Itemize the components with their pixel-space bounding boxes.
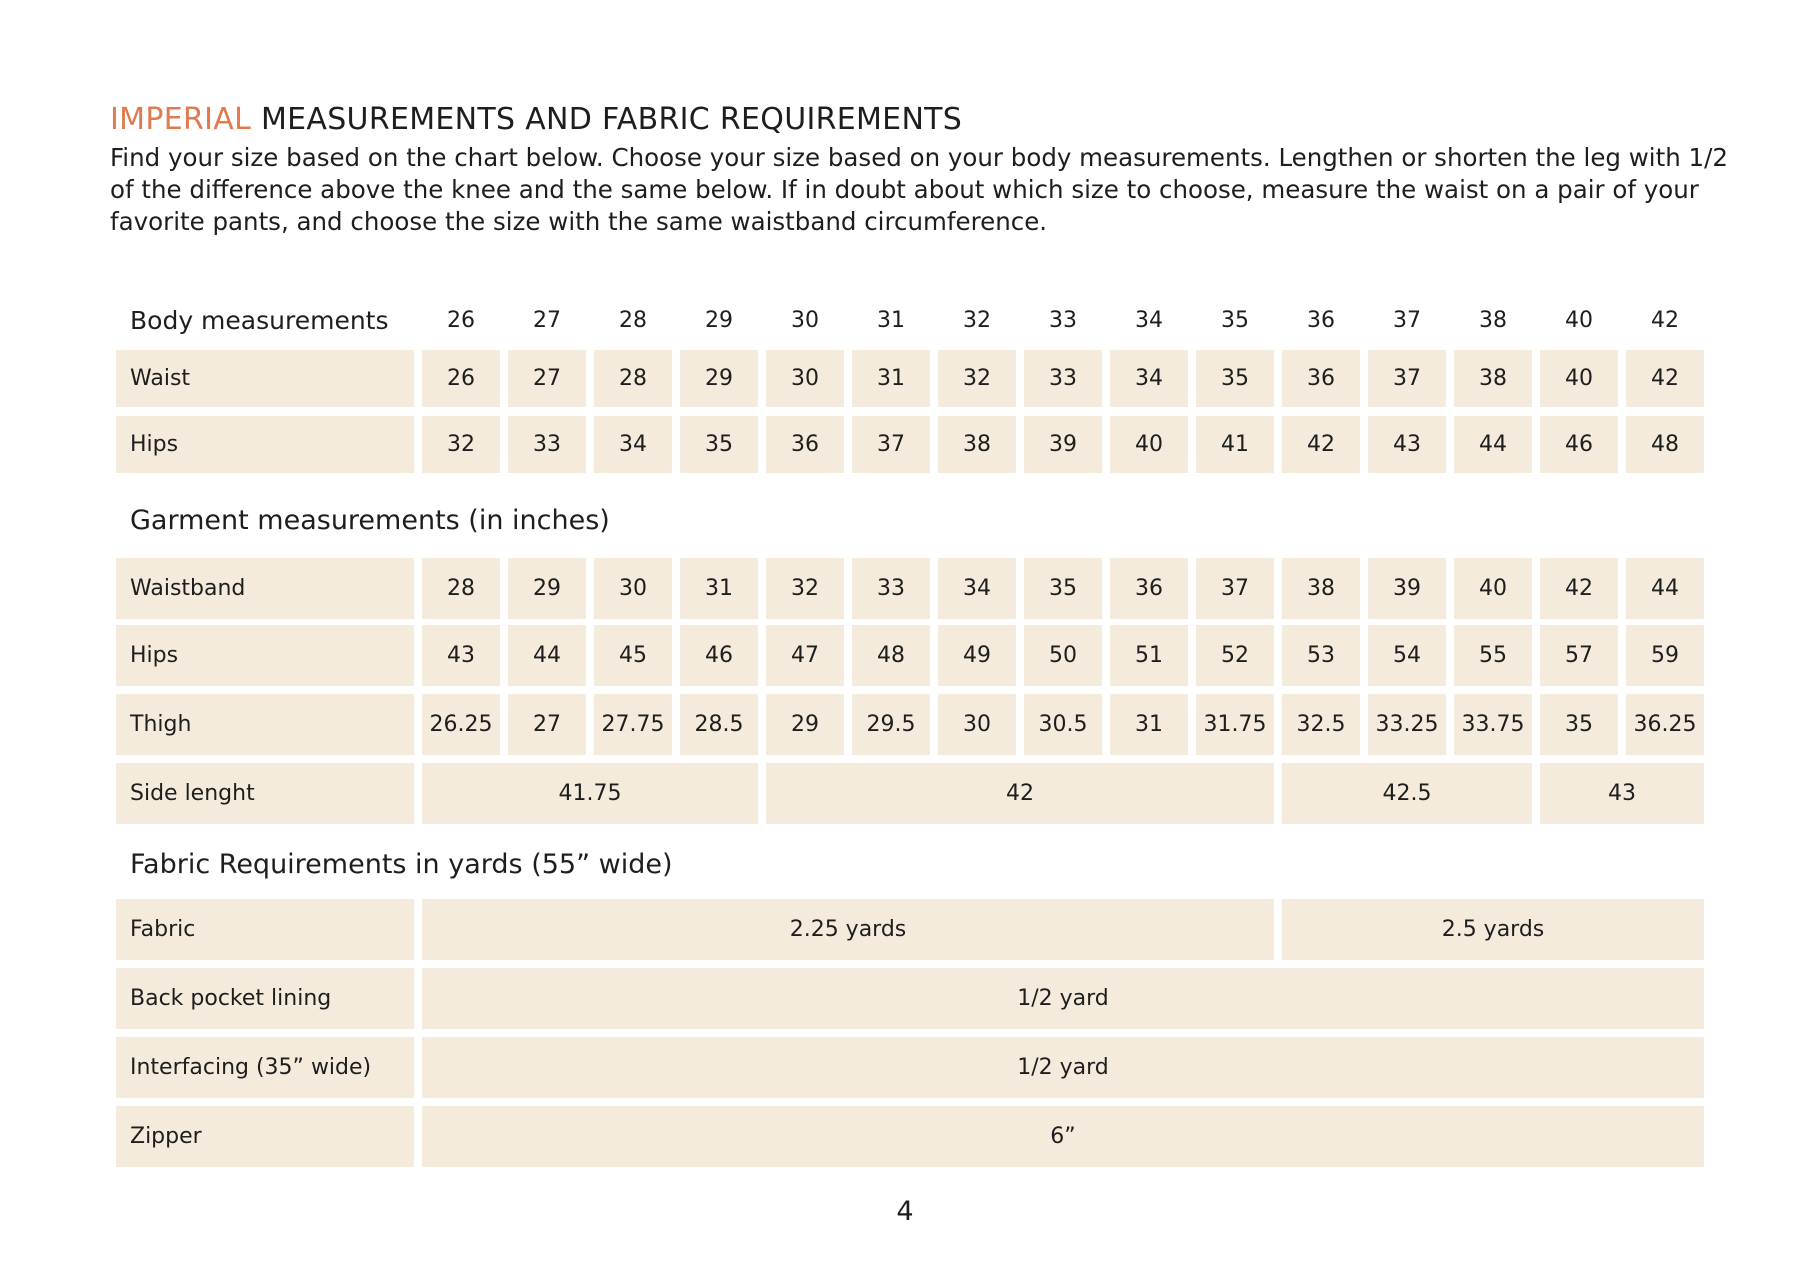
- size-header-cell: 35: [1221, 307, 1249, 333]
- value-cell: 33.75: [1454, 694, 1532, 755]
- value-cell: 26.25: [422, 694, 500, 755]
- value-cell: 42: [1282, 416, 1360, 473]
- merged-value-cell: 43: [1540, 763, 1704, 824]
- fabric-requirement-row: [116, 968, 1702, 1029]
- fabric-requirement-row: [116, 899, 1702, 960]
- merged-value-cell: 2.25 yards: [422, 899, 1274, 960]
- size-header-cell: 26: [447, 307, 475, 333]
- row-label: Zipper: [116, 1106, 414, 1167]
- value-cell: 32: [422, 416, 500, 473]
- value-cell: 51: [1110, 625, 1188, 686]
- body-measurement-row: [116, 416, 1702, 473]
- value-cell: 46: [1540, 416, 1618, 473]
- garment-section-heading: Garment measurements (in inches): [130, 505, 610, 536]
- garment-measurement-row: [116, 558, 1702, 619]
- value-cell: 50: [1024, 625, 1102, 686]
- page-title: [110, 102, 962, 137]
- value-cell: 43: [422, 625, 500, 686]
- merged-value-cell: 42: [766, 763, 1274, 824]
- merged-value-cell: 41.75: [422, 763, 758, 824]
- row-label: Body measurements: [130, 305, 389, 335]
- row-label: Hips: [116, 416, 414, 473]
- size-header-cell: 29: [705, 307, 733, 333]
- size-header-cell: 33: [1049, 307, 1077, 333]
- merged-value-cell: 1/2 yard: [422, 1037, 1704, 1098]
- fabric-requirement-row: [116, 1037, 1702, 1098]
- value-cell: 42: [1626, 350, 1704, 407]
- value-cell: 33.25: [1368, 694, 1446, 755]
- value-cell: 30: [594, 558, 672, 619]
- size-header-cell: 31: [877, 307, 905, 333]
- row-label: Back pocket lining: [116, 968, 414, 1029]
- value-cell: 39: [1368, 558, 1446, 619]
- value-cell: 38: [1454, 350, 1532, 407]
- sizes-header-row: [116, 302, 1702, 338]
- value-cell: 31: [680, 558, 758, 619]
- value-cell: 30: [938, 694, 1016, 755]
- value-cell: 34: [938, 558, 1016, 619]
- value-cell: 39: [1024, 416, 1102, 473]
- title-accent: IMPERIAL: [110, 102, 252, 137]
- value-cell: 44: [1454, 416, 1532, 473]
- size-header-cell: 28: [619, 307, 647, 333]
- value-cell: 35: [1196, 350, 1274, 407]
- value-cell: 59: [1626, 625, 1704, 686]
- size-header-cell: 34: [1135, 307, 1163, 333]
- value-cell: 34: [1110, 350, 1188, 407]
- value-cell: 29.5: [852, 694, 930, 755]
- value-cell: 36: [1110, 558, 1188, 619]
- value-cell: 55: [1454, 625, 1532, 686]
- page-number: 4: [896, 1196, 914, 1227]
- value-cell: 47: [766, 625, 844, 686]
- value-cell: 27.75: [594, 694, 672, 755]
- value-cell: 35: [680, 416, 758, 473]
- value-cell: 40: [1110, 416, 1188, 473]
- value-cell: 38: [1282, 558, 1360, 619]
- value-cell: 28: [422, 558, 500, 619]
- value-cell: 31.75: [1196, 694, 1274, 755]
- value-cell: 36: [1282, 350, 1360, 407]
- merged-value-cell: 6”: [422, 1106, 1704, 1167]
- size-header-cell: 30: [791, 307, 819, 333]
- value-cell: 44: [1626, 558, 1704, 619]
- title-rest: MEASUREMENTS AND FABRIC REQUIREMENTS: [260, 102, 963, 137]
- size-header-cell: 32: [963, 307, 991, 333]
- value-cell: 48: [1626, 416, 1704, 473]
- value-cell: 29: [680, 350, 758, 407]
- value-cell: 41: [1196, 416, 1274, 473]
- size-header-cell: 38: [1479, 307, 1507, 333]
- value-cell: 49: [938, 625, 1016, 686]
- row-label: Waist: [116, 350, 414, 407]
- value-cell: 37: [1196, 558, 1274, 619]
- value-cell: 33: [1024, 350, 1102, 407]
- value-cell: 52: [1196, 625, 1274, 686]
- size-header-cell: 40: [1565, 307, 1593, 333]
- value-cell: 30: [766, 350, 844, 407]
- value-cell: 46: [680, 625, 758, 686]
- value-cell: 32.5: [1282, 694, 1360, 755]
- value-cell: 26: [422, 350, 500, 407]
- value-cell: 40: [1454, 558, 1532, 619]
- value-cell: 36: [766, 416, 844, 473]
- fabric-requirement-row: [116, 1106, 1702, 1167]
- intro-paragraph: Find your size based on the chart below. Choose your size based on your body measurements. Lengthen or shorten the leg with 1/2 of the difference above the knee and the same below. If in doubt about which size to choose, measure the waist on a pair of your favorite pants, and choose the size with the same waistband circumference.: [110, 143, 1728, 236]
- garment-measurement-row: [116, 625, 1702, 686]
- value-cell: 35: [1540, 694, 1618, 755]
- value-cell: 44: [508, 625, 586, 686]
- row-label: Interfacing (35” wide): [116, 1037, 414, 1098]
- size-header-cell: 27: [533, 307, 561, 333]
- garment-measurement-row: [116, 694, 1702, 755]
- value-cell: 27: [508, 694, 586, 755]
- value-cell: 57: [1540, 625, 1618, 686]
- value-cell: 33: [508, 416, 586, 473]
- value-cell: 37: [1368, 350, 1446, 407]
- value-cell: 45: [594, 625, 672, 686]
- row-label: Fabric: [116, 899, 414, 960]
- row-label: Side lenght: [116, 763, 414, 824]
- value-cell: 31: [852, 350, 930, 407]
- size-header-cell: 42: [1651, 307, 1679, 333]
- value-cell: 35: [1024, 558, 1102, 619]
- value-cell: 36.25: [1626, 694, 1704, 755]
- size-header-cell: 37: [1393, 307, 1421, 333]
- value-cell: 27: [508, 350, 586, 407]
- value-cell: 33: [852, 558, 930, 619]
- merged-value-cell: 42.5: [1282, 763, 1532, 824]
- value-cell: 42: [1540, 558, 1618, 619]
- row-label: Waistband: [116, 558, 414, 619]
- value-cell: 28.5: [680, 694, 758, 755]
- value-cell: 40: [1540, 350, 1618, 407]
- fabric-section-heading: Fabric Requirements in yards (55” wide): [130, 849, 673, 880]
- value-cell: 31: [1110, 694, 1188, 755]
- value-cell: 54: [1368, 625, 1446, 686]
- value-cell: 38: [938, 416, 1016, 473]
- value-cell: 32: [938, 350, 1016, 407]
- value-cell: 34: [594, 416, 672, 473]
- merged-value-cell: 2.5 yards: [1282, 899, 1704, 960]
- size-header-cell: 36: [1307, 307, 1335, 333]
- row-label: Hips: [116, 625, 414, 686]
- body-measurement-row: [116, 350, 1702, 407]
- value-cell: 48: [852, 625, 930, 686]
- value-cell: 29: [766, 694, 844, 755]
- row-label: Thigh: [116, 694, 414, 755]
- value-cell: 30.5: [1024, 694, 1102, 755]
- value-cell: 53: [1282, 625, 1360, 686]
- side-length-row: [116, 763, 1702, 824]
- value-cell: 28: [594, 350, 672, 407]
- value-cell: 43: [1368, 416, 1446, 473]
- value-cell: 32: [766, 558, 844, 619]
- value-cell: 29: [508, 558, 586, 619]
- value-cell: 37: [852, 416, 930, 473]
- merged-value-cell: 1/2 yard: [422, 968, 1704, 1029]
